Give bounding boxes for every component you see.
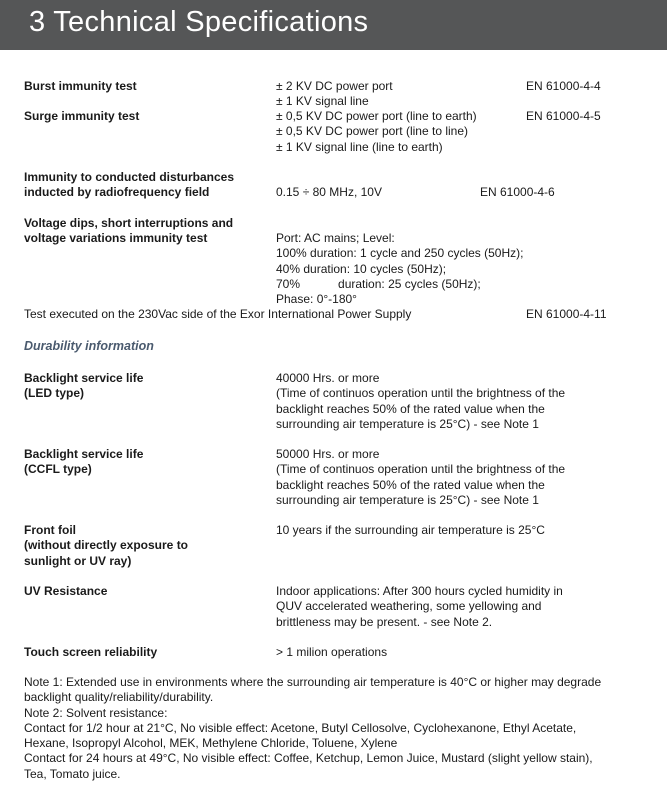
foil-value: 10 years if the surrounding air temperature is 25°C bbox=[276, 523, 545, 537]
ccfl-values bbox=[276, 447, 565, 508]
dips-line: 100% duration: 1 cycle and 250 cycles (50Hz); bbox=[276, 246, 524, 261]
ccfl-label-line: (CCFL type) bbox=[24, 462, 92, 477]
surge-line: ± 1 KV signal line (line to earth) bbox=[276, 139, 443, 154]
surge-label: Surge immunity test bbox=[24, 109, 140, 123]
foil-label-line: (without directly exposure to bbox=[24, 538, 189, 553]
ccfl-line: backlight reaches 50% of the rated value when the bbox=[276, 477, 545, 492]
led-line: (Time of continuos operation until the brightness of the bbox=[276, 386, 566, 401]
burst-standard: EN 61000-4-4 bbox=[526, 79, 601, 93]
ccfl-line: surrounding air temperature is 25°C) - see Note 1 bbox=[276, 492, 539, 507]
burst-line: ± 2 KV DC power port bbox=[276, 79, 393, 93]
durability-heading: Durability information bbox=[24, 339, 154, 353]
surge-standard: EN 61000-4-5 bbox=[526, 109, 601, 123]
ccfl-line: 50000 Hrs. or more bbox=[276, 447, 380, 461]
foil-label-line: Front foil bbox=[24, 523, 76, 537]
dips-line: Phase: 0°-180° bbox=[276, 292, 357, 307]
dips-duration: duration: 25 cycles (50Hz); bbox=[338, 276, 481, 291]
burst-values bbox=[276, 79, 393, 110]
page-title: 3 Technical Specifications bbox=[29, 6, 369, 38]
led-label-line: (LED type) bbox=[24, 386, 84, 401]
dips-footer: Test executed on the 230Vac side of the Exor International Power Supply bbox=[24, 307, 412, 321]
uv-values bbox=[276, 584, 563, 630]
ccfl-line: (Time of continuos operation until the brightness of the bbox=[276, 462, 566, 477]
dips-label bbox=[24, 216, 233, 247]
foil-label bbox=[24, 523, 188, 569]
touch-value: > 1 milion operations bbox=[276, 645, 388, 659]
dips-line-70 bbox=[276, 277, 523, 292]
led-line: 40000 Hrs. or more bbox=[276, 371, 380, 385]
note-line: Note 1: Extended use in environments where the surrounding air temperature is 40°C or higher may degrade bbox=[24, 675, 602, 689]
surge-values bbox=[276, 109, 477, 155]
uv-label: UV Resistance bbox=[24, 584, 108, 598]
note-line: backlight quality/reliability/durability. bbox=[24, 690, 214, 705]
note-line: Tea, Tomato juice. bbox=[24, 766, 121, 781]
uv-line: QUV accelerated weathering, some yellowing and bbox=[276, 599, 542, 614]
dips-standard: EN 61000-4-11 bbox=[526, 307, 607, 321]
led-values bbox=[276, 371, 565, 432]
touch-label: Touch screen reliability bbox=[24, 645, 158, 659]
dips-label-line: voltage variations immunity test bbox=[24, 231, 208, 246]
surge-line: ± 0,5 KV DC power port (line to earth) bbox=[276, 109, 477, 123]
dips-line: Port: AC mains; Level: bbox=[276, 231, 395, 245]
dips-level: 70% bbox=[276, 276, 301, 291]
uv-line: Indoor applications: After 300 hours cycled humidity in bbox=[276, 584, 563, 598]
conducted-label-line: inducted by radiofrequency field bbox=[24, 185, 210, 200]
burst-line: ± 1 KV signal line bbox=[276, 94, 369, 109]
note-line: Note 2: Solvent resistance: bbox=[24, 705, 168, 720]
led-label-line: Backlight service life bbox=[24, 371, 144, 385]
led-label bbox=[24, 371, 143, 402]
dips-values bbox=[276, 231, 523, 307]
note-line: Hexane, Isopropyl Alcohol, MEK, Methylene Chloride, Toluene, Xylene bbox=[24, 736, 398, 751]
conducted-standard: EN 61000-4-6 bbox=[480, 185, 555, 199]
conducted-label-line: Immunity to conducted disturbances bbox=[24, 170, 235, 184]
led-line: backlight reaches 50% of the rated value when the bbox=[276, 401, 545, 416]
conducted-value: 0.15 ÷ 80 MHz, 10V bbox=[276, 185, 382, 199]
surge-line: ± 0,5 KV DC power port (line to line) bbox=[276, 124, 468, 139]
dips-line: 40% duration: 10 cycles (50Hz); bbox=[276, 261, 447, 276]
header-bar bbox=[0, 0, 667, 50]
note-line: Contact for 1/2 hour at 21°C, No visible effect: Acetone, Butyl Cellosolve, Cyclohexanone, Ethyl Acetate, bbox=[24, 720, 577, 735]
conducted-label bbox=[24, 170, 234, 201]
note-line: Contact for 24 hours at 49°C, No visible effect: Coffee, Ketchup, Lemon Juice, Mustard (slight yellow stain), bbox=[24, 751, 593, 766]
ccfl-label-line: Backlight service life bbox=[24, 447, 144, 461]
notes-block bbox=[24, 675, 601, 782]
dips-label-line: Voltage dips, short interruptions and bbox=[24, 216, 234, 230]
uv-line: brittleness may be present. - see Note 2. bbox=[276, 614, 493, 629]
foil-label-line: sunlight or UV ray) bbox=[24, 553, 132, 568]
ccfl-label bbox=[24, 447, 143, 478]
led-line: surrounding air temperature is 25°C) - see Note 1 bbox=[276, 416, 539, 431]
burst-label: Burst immunity test bbox=[24, 79, 137, 93]
